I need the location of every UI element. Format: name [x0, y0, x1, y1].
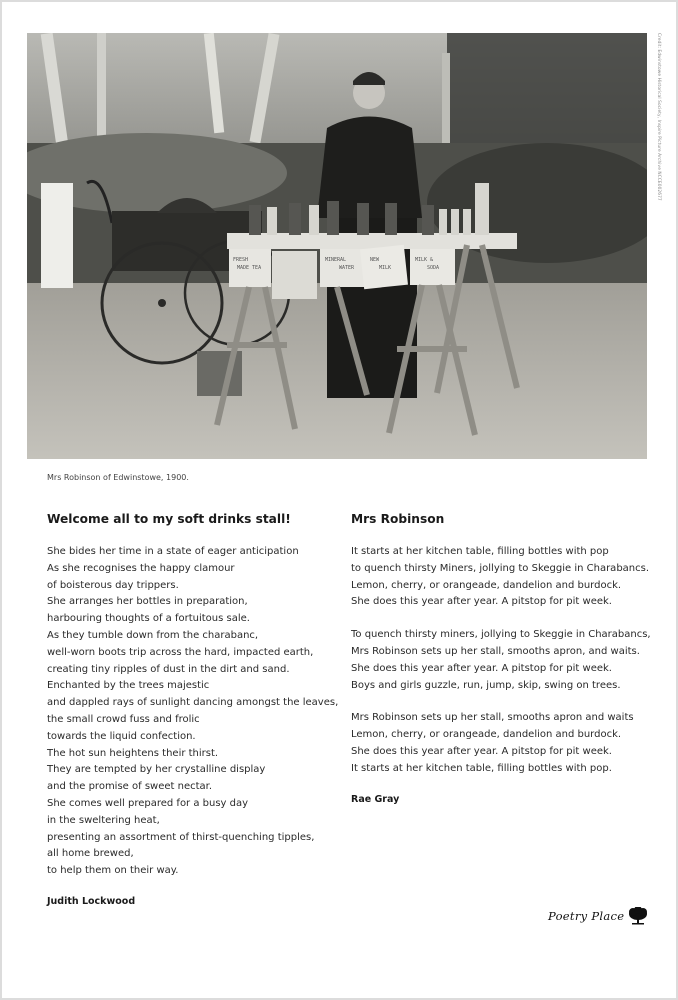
photo-caption: Mrs Robinson of Edwinstowe, 1900.	[47, 473, 189, 482]
poem-line: They are tempted by her crystalline display	[47, 764, 266, 776]
poem-line: Mrs Robinson sets up her stall, smooths apron and waits	[351, 712, 634, 724]
poem-line: She comes well prepared for a busy day	[47, 797, 249, 809]
poem-line: She arranges her bottles in preparation,	[47, 596, 248, 608]
svg-text:SODA: SODA	[427, 265, 440, 271]
poem-line: Lemon, cherry, or orangeade, dandelion and burdock.	[351, 729, 622, 741]
poem-stanza	[351, 627, 651, 694]
poetry-place-logo	[548, 906, 648, 926]
poem-line: of boisterous day trippers.	[47, 579, 179, 591]
poem-stanza	[351, 710, 651, 777]
poem-line: Lemon, cherry, or orangeade, dandelion and burdock.	[351, 579, 622, 591]
poem-stanza	[47, 544, 337, 880]
svg-text:MADE TEA: MADE TEA	[237, 265, 262, 271]
poem-line: She does this year after year. A pitstop for pit week.	[351, 596, 612, 608]
poem-welcome	[47, 511, 337, 907]
poem-line: Mrs Robinson sets up her stall, smooths apron, and waits.	[351, 645, 640, 657]
poem-line: and dappled rays of sunlight dancing amongst the leaves,	[47, 697, 339, 709]
svg-text:NEW: NEW	[370, 257, 380, 263]
poem-line: It starts at her kitchen table, filling bottles with pop.	[351, 762, 612, 774]
poem-line: She bides her time in a state of eager anticipation	[47, 546, 299, 557]
poem-line: As she recognises the happy clamour	[47, 562, 235, 574]
poem-line: creating tiny ripples of dust in the dirt and sand.	[47, 663, 290, 675]
poem-line: well-worn boots trip across the hard, impacted earth,	[47, 646, 314, 658]
poem-line: to help them on their way.	[47, 865, 179, 877]
poem-line: the small crowd fuss and frolic	[47, 713, 200, 725]
poem-line: Enchanted by the trees majestic	[47, 680, 210, 692]
poem-line: Boys and girls guzzle, run, jump, skip, swing on trees.	[351, 679, 621, 691]
svg-text:MINERAL: MINERAL	[325, 257, 347, 263]
logo-text: Poetry Place	[548, 909, 625, 923]
poem-line: all home brewed,	[47, 848, 134, 860]
photo-credit: Credit: Edwinstowe Historical Society, Inspire Picture Archive NCCE002677	[656, 33, 661, 201]
poem-line: harbouring thoughts of a fortuitous sale.	[47, 613, 250, 625]
svg-text:FRESH: FRESH	[233, 257, 249, 263]
svg-text:WATER: WATER	[339, 265, 355, 271]
poem-line: to quench thirsty Miners, jollying to Skeggie in Charabancs.	[351, 562, 650, 574]
tree-icon	[628, 907, 648, 925]
poem-line: and the promise of sweet nectar.	[47, 781, 213, 793]
poem-line: towards the liquid confection.	[47, 730, 196, 742]
poem-stanza	[351, 544, 651, 611]
poem-line: To quench thirsty miners, jollying to Skeggie in Charabancs,	[351, 629, 651, 641]
poem-line: It starts at her kitchen table, filling bottles with pop	[351, 546, 609, 557]
poem-line: She does this year after year. A pitstop for pit week.	[351, 745, 612, 757]
poem-line: The hot sun heightens their thirst.	[47, 747, 219, 759]
poem-author: Judith Lockwood	[47, 895, 136, 907]
poem-line: presenting an assortment of thirst-quenching tipples,	[47, 831, 315, 843]
poem-title: Welcome all to my soft drinks stall!	[47, 512, 291, 526]
photograph-illustration	[27, 33, 647, 459]
poem-line: in the sweltering heat,	[47, 814, 160, 826]
poem-title: Mrs Robinson	[351, 512, 445, 526]
poem-line: She does this year after year. A pitstop for pit week.	[351, 662, 612, 674]
poem-author: Rae Gray	[351, 793, 400, 805]
svg-text:MILK: MILK	[379, 265, 392, 271]
poem-line: As they tumble down from the charabanc,	[47, 629, 259, 641]
svg-text:MILK &: MILK &	[415, 257, 434, 263]
poem-mrs-robinson	[351, 511, 651, 805]
historic-photograph	[27, 33, 647, 459]
